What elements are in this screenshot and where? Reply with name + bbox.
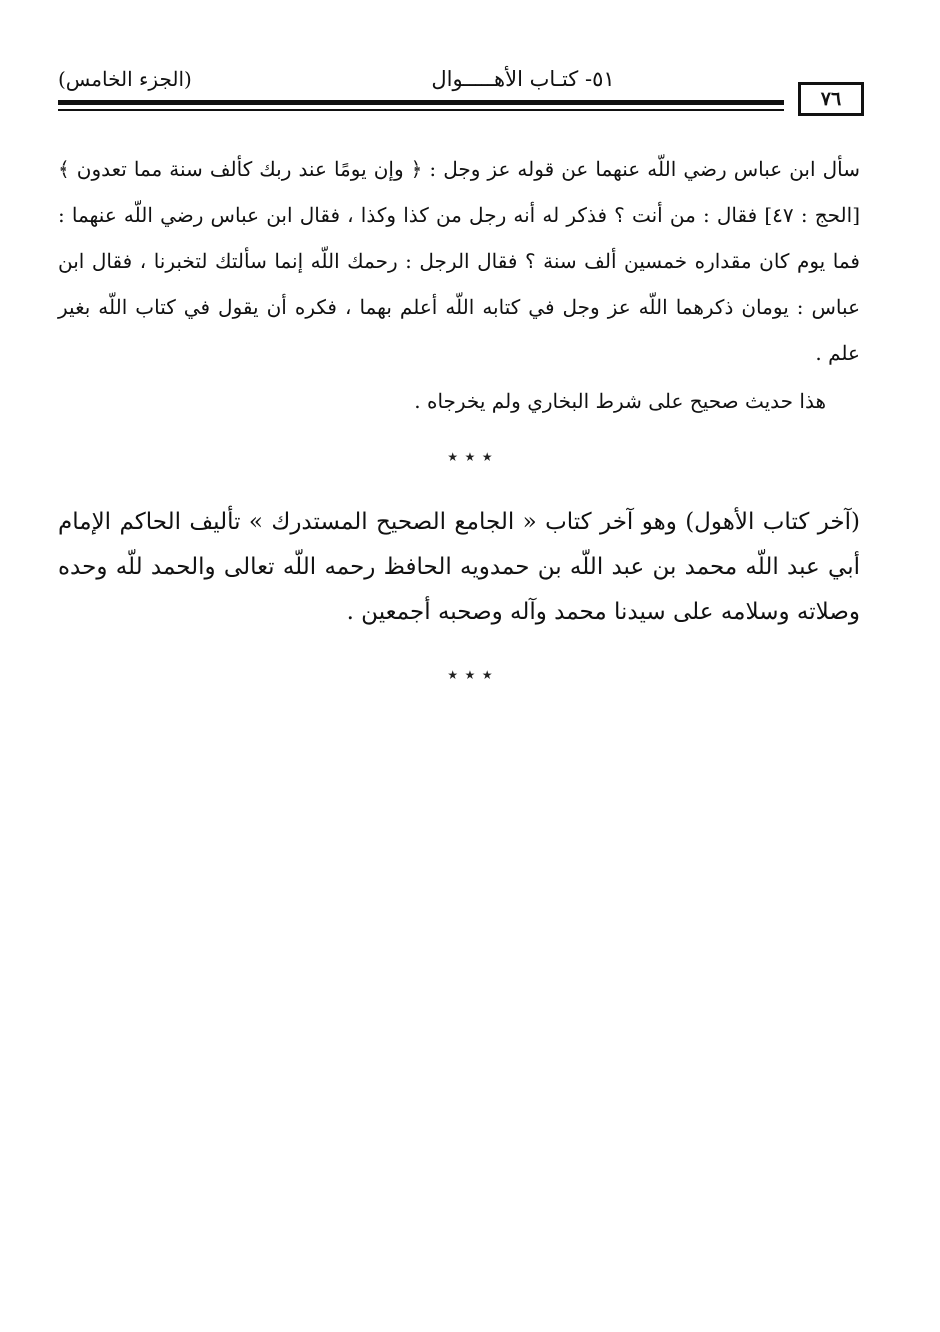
end-separator: ٭ ٭ ٭	[447, 662, 493, 686]
page-number: ٧٦	[798, 82, 864, 116]
header-rule-thin	[58, 109, 784, 111]
volume-label: (الجزء الخامس)	[58, 67, 192, 91]
colophon-paragraph: (آخر كتاب الأهول) وهو آخر كتاب « الجامع الصحيح المستدرك » تأليف الحاكم الإمام أبي عبد اللّه محمد بن عبد اللّه بن حمدويه الحافظ رحمه اللّه تعالى والحمد للّه وحده وصلاته وسلامه على سيدنا محمد وآله وصحبه أجمعين .	[58, 509, 861, 625]
chapter-title: ٥١- كتـاب الأهـــــوال	[431, 67, 615, 91]
section-separator: ٭ ٭ ٭	[447, 444, 493, 468]
hadith-paragraph: سأل ابن عباس رضي اللّه عنهما عن قوله عز وجل : ﴿ وإن يومًا عند ربك كألف سنة مما تعدون ﴾ [الحج : ٤٧] فقال : من أنت ؟ فذكر له أنه رجل من كذا وكذا ، فقال ابن عباس رضي اللّه عنهما : فما يوم كان مقداره خمسين ألف سنة ؟ فقال الرجل : رحمك اللّه إنما سألتك لتخبرنا ، فقال ابن عباس : يومان ذكرهما اللّه عز وجل في كتابه اللّه أعلم بهما ، فكره أن يقول في كتاب اللّه بغير علم .	[58, 157, 861, 365]
grading-note: هذا حديث صحيح على شرط البخاري ولم يخرجاه .	[414, 389, 826, 413]
header-rule-thick	[58, 100, 784, 105]
page-header	[58, 62, 864, 122]
